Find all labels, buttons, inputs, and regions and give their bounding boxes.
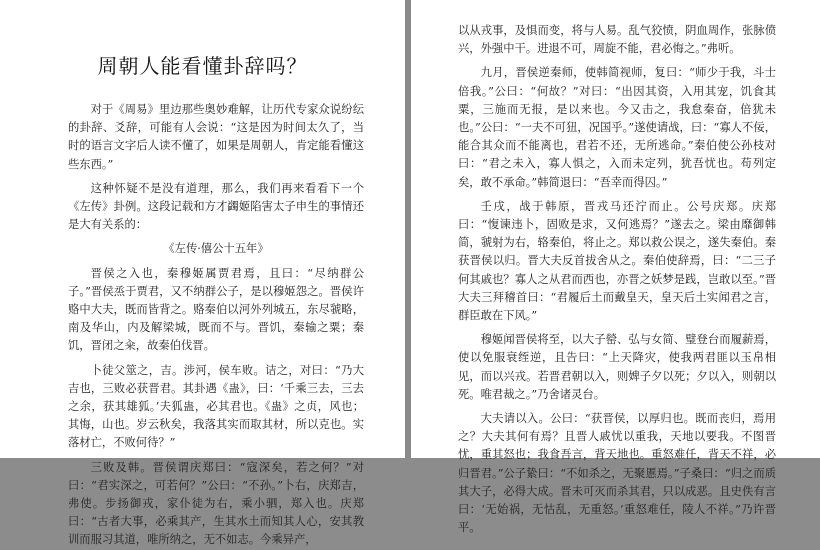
- right-paragraph: 壬戌，战于韩原，晋戎马还泞而止。公号庆郑。庆郑曰：“愎谏违卜，固败是求，又何逃焉？”遂去之。梁由靡御韩简，虢射为右，辂秦伯，将止之。郑以救公误之，遂失秦伯。秦获晋侯以归。晋大夫反首拔舍从之。秦伯使辞焉，曰：“二三子何其戚也？寡人之从君而西也，亦晋之妖梦是践，岂敢以至。”晋大夫三拜稽首曰：“君履后土而戴皇天，皇天后土实闻君之言，群臣敢在下风。”: [458, 199, 776, 323]
- left-page: [0, 0, 405, 547]
- right-paragraph: 大夫请以入。公曰：“获晋侯，以厚归也。既而丧归，焉用之？大夫其何有焉？且晋人戚忧以重我，天地以要我。不图晋忧，重其怒也；我食吾言，背天地也。重怒难任，背天不祥，必归晋君。”公子絷曰：“不如杀之，无聚慝焉。”子桑曰：“归之而质其大子，必得大成。晋未可灭而杀其君，只以成恶。且史佚有言曰：‘无始祸，无怙乱，无重怒。’重怒难任，陵人不祥。”乃许晋平。: [458, 412, 776, 535]
- left-paragraph: 《左传·僖公十五年》: [163, 242, 269, 256]
- right-paragraph: 穆姬闻晋侯将至，以大子罃、弘与女简、璧登台而履薪焉，使以免服衰绖逆，且告曰：“上天降灾，使我两君匪以玉帛相见，而以兴戎。若晋君朝以入，则婢子夕以死；夕以入，则朝以死。唯君裁之。”乃舍诸灵台。: [458, 333, 776, 401]
- left-paragraph: 这种怀疑不是没有道理，那么，我们再来看看下一个《左传》卦例。这段记载和方才蠲姬陷害太子申生的事情还是大有关系的：: [68, 181, 364, 232]
- left-paragraph: 卜徒父筮之，吉。涉河，侯车败。诘之，对曰：“乃大吉也，三败必获晋君。其卦遇《蛊》，曰：‘千乘三去，三去之余，获其雄狐。’夫狐蛊，必其君也。《蛊》之贞，风也；其悔，山也。岁云秋矣，我落其实而取其材，所以克也。实落材亡，不败何待？”: [68, 363, 364, 450]
- right-paragraph: 九月，晋侯逆秦师，使韩简视师，复曰：“师少于我，斗士倍我。”公曰：“何故？”对曰：“出因其资，入用其宠，饥食其粟，三施而无报，是以来也。今又击之，我怠秦奋，倍犹未也。”公曰：“一夫不可狃，况国乎。”遂使请战，曰：“寡人不佞，能合其众而不能离也，君若不还，无所逃命。”秦伯使公孙枝对曰：“君之未入，寡人惧之，入而未定列，犹吾忧也。苟列定矣，敢不承命。”韩简退曰：“吾幸而得囚。”: [458, 66, 776, 189]
- left-paragraph: 晋侯之入也，秦穆姬属贾君焉，且曰：“尽纳群公子。”晋侯烝于贾君，又不纳群公子，是以穆姬怨之。晋侯许赂中大夫，既而皆背之。赂秦伯以河外列城五，东尽虢略，南及华山，内及解梁城，既而不与。晋饥，秦输之粟；秦饥，晋闭之籴，故秦伯伐晋。: [68, 266, 364, 353]
- page-title: 周朝人能看懂卦辞吗？: [97, 54, 308, 78]
- right-paragraph: 以从戎事，及惧而变，将与人易。乱气狡愤，阴血周作，张脉偾兴，外强中干。进退不可，周旋不能，君必悔之。”弗听。: [458, 24, 776, 56]
- right-page-text: [458, 22, 776, 537]
- left-paragraph: 三败及韩。晋侯谓庆郑曰：“寇深矣，若之何？”对曰：“君实深之，可若何？”公曰：“不孙。”卜右，庆郑吉，弗使。步扬御戎，家仆徒为右，乘小驷，郑入也。庆郑曰：“古者大事，必乘其产，生其水土而知其人心，安其教训而服习其道，唯所纳之，无不如志。今乘异产，: [68, 460, 364, 547]
- right-page: [411, 0, 820, 535]
- left-paragraph: 对于《周易》里边那些奥妙难解，让历代专家众说纷纭的卦辞、爻辞，可能有人会说：“这是因为时间太久了，当时的语言文字后人读不懂了，如果是周朝人，肯定能看懂这些东西。”: [68, 103, 364, 171]
- left-page-text: [68, 101, 364, 550]
